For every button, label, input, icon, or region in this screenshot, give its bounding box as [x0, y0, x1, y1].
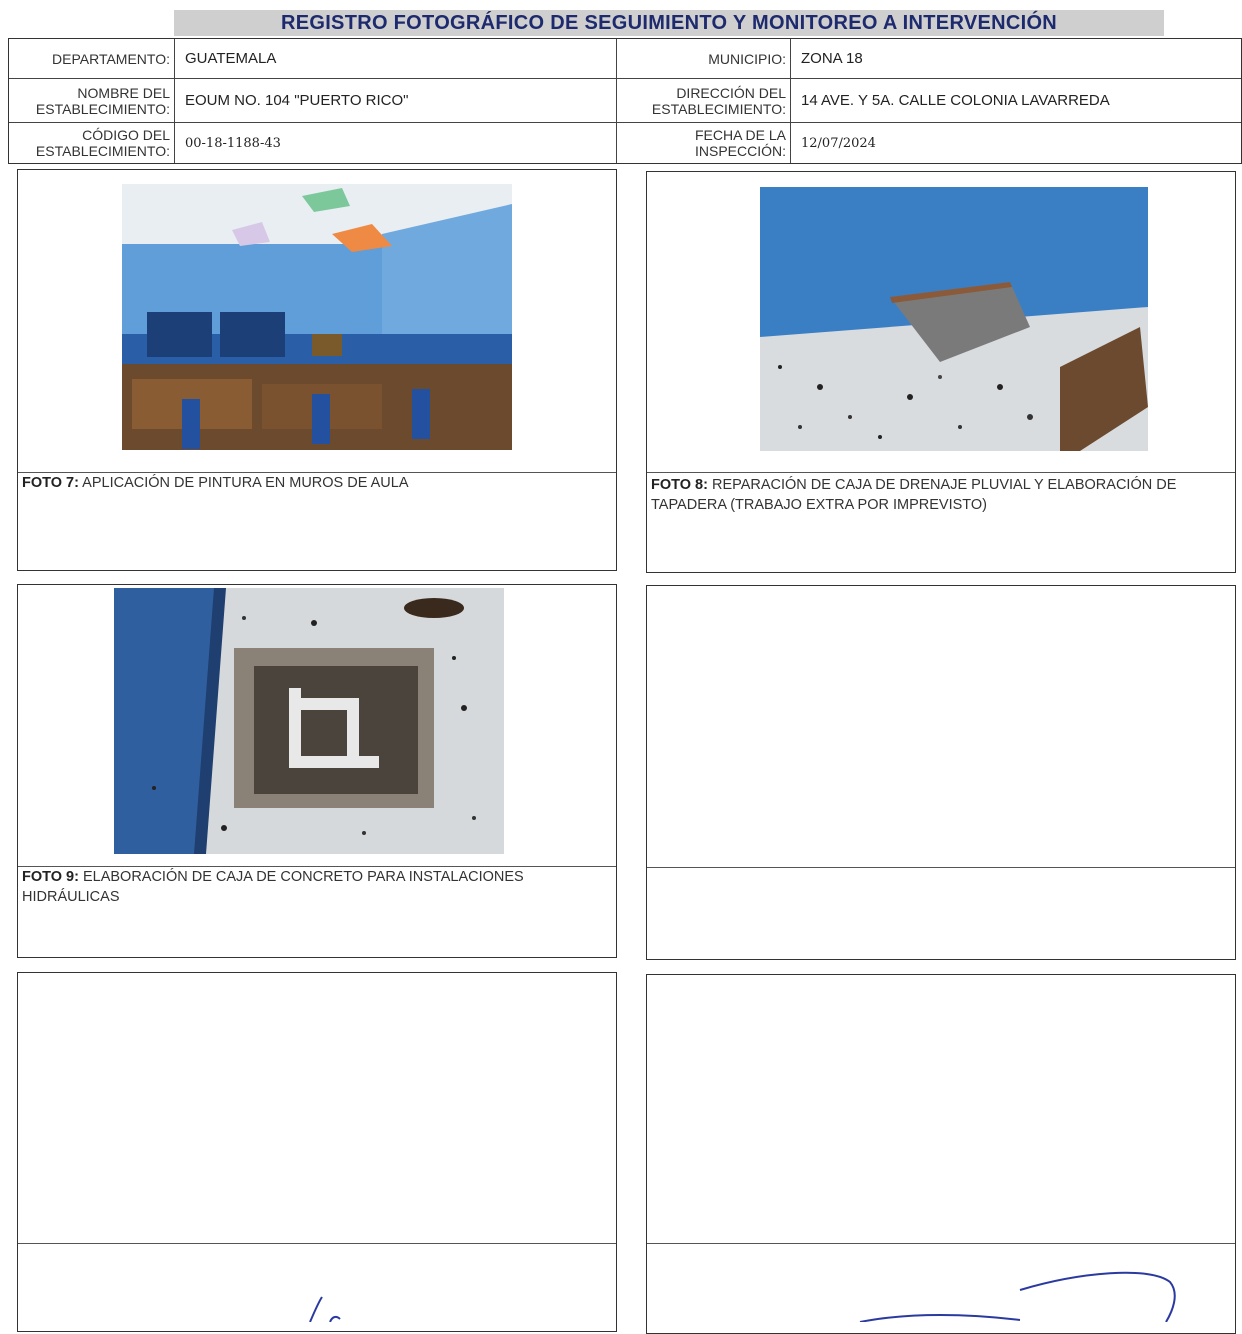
- departamento-value: GUATEMALA: [175, 39, 617, 78]
- establishment-info-table: [8, 38, 1242, 164]
- photo-7-caption: FOTO 7: APLICACIÓN DE PINTURA EN MUROS DE AULA: [22, 475, 409, 491]
- fecha-label: FECHA DE LA INSPECCIÓN:: [617, 123, 791, 163]
- municipio-label: MUNICIPIO:: [617, 39, 791, 78]
- photo-classroom: [122, 184, 512, 450]
- info-row-codigo: [9, 123, 1241, 163]
- photo-frame-9: [17, 584, 617, 958]
- codigo-label: CÓDIGO DEL ESTABLECIMIENTO:: [9, 123, 175, 163]
- nombre-label: NOMBRE DEL ESTABLECIMIENTO:: [9, 79, 175, 122]
- fecha-value: 12/07/2024: [801, 135, 876, 151]
- photo-drainage-box: [760, 187, 1148, 451]
- photo-8-caption: FOTO 8: REPARACIÓN DE CAJA DE DRENAJE PLUVIAL Y ELABORACIÓN DE TAPADERA (TRABAJO EXTRA POR IMPREVISTO): [651, 477, 1177, 513]
- municipio-value: ZONA 18: [801, 50, 863, 67]
- signature-left: [280, 1295, 380, 1322]
- photo-frame-8: [646, 171, 1236, 573]
- photo-concrete-box: [114, 588, 504, 854]
- photo-frame-empty-2: [17, 972, 617, 1332]
- direccion-label: DIRECCIÓN DEL ESTABLECIMIENTO:: [617, 79, 791, 122]
- info-row-nombre: [9, 79, 1241, 123]
- direccion-value: 14 AVE. Y 5A. CALLE COLONIA LAVARREDA: [801, 92, 1110, 109]
- nombre-value: EOUM NO. 104 "PUERTO RICO": [175, 79, 617, 122]
- signature-right: [850, 1268, 1180, 1322]
- departamento-label: DEPARTAMENTO:: [9, 39, 175, 78]
- info-row-departamento: [9, 39, 1241, 79]
- photo-9-caption: FOTO 9: ELABORACIÓN DE CAJA DE CONCRETO PARA INSTALACIONES HIDRÁULICAS: [22, 869, 524, 905]
- photo-frame-empty-1: [646, 585, 1236, 960]
- document-title: REGISTRO FOTOGRÁFICO DE SEGUIMIENTO Y MONITOREO A INTERVENCIÓN: [280, 11, 1058, 34]
- photo-frame-7: [17, 169, 617, 571]
- codigo-value: 00-18-1188-43: [175, 123, 617, 163]
- document-title-bar: [174, 10, 1164, 36]
